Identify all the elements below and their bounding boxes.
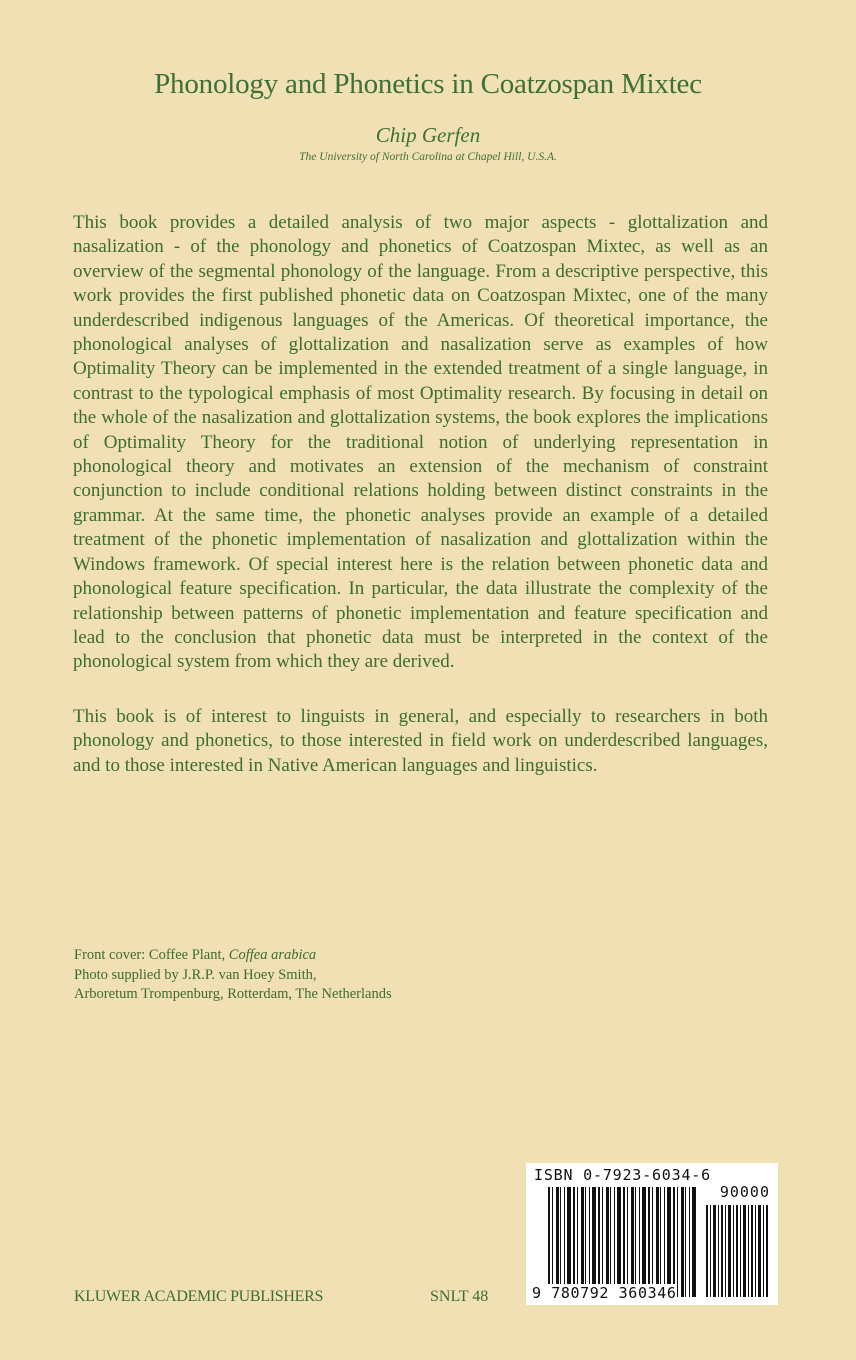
barcode-addon-bars-icon [706,1205,770,1297]
series-number: SNLT 48 [430,1288,489,1305]
ean-number: 9 780792 360346 [532,1284,677,1302]
cover-credits [74,946,392,1005]
isbn-barcode [526,1163,778,1305]
cover-credit-prefix: Front cover: Coffee Plant, [74,947,229,963]
book-title: Phonology and Phonetics in Coatzospan Mixtec [154,68,702,100]
cover-credit-line [74,946,392,966]
author-affiliation: The University of North Carolina at Chapel Hill, U.S.A. [299,151,557,163]
barcode-bars-icon [548,1187,698,1297]
publisher-name: KLUWER ACADEMIC PUBLISHERS [74,1288,324,1305]
barcode-addon-number: 90000 [719,1183,770,1201]
photo-location-line: Arboretum Trompenburg, Rotterdam, The Netherlands [74,986,392,1002]
cover-species: Coffea arabica [228,947,317,963]
isbn-label: ISBN 0-7923-6034-6 [534,1166,711,1184]
description-paragraph: This book provides a detailed analysis of two major aspects - glottalization and nasalization - of the phonology and phonetics of Coatzospan Mixtec, as well as an overview of the segmental phonology of the language. From a descriptive perspective, this work provides the first published phonetic data on Coatzospan Mixtec, one of the many underdescribed indigenous languages of the Americas. Of theoretical importance, the phonological analyses of glottalization and nasalization serve as examples of how Optimality Theory can be implemented in the extended treatment of a single language, in contrast to the typological emphasis of most Optimality research. By focusing in detail on the whole of the nasalization and glottalization systems, the book explores the implications of Optimality Theory for the traditional notion of underlying representation in phonological theory and motivates an extension of the mechanism of constraint conjunction to include conditional relations holding between distinct constraints in the grammar. At the same time, the phonetic analyses provide an example of a detailed treatment of the phonetic implementation of nasalization and glottalization within the Windows framework. Of special interest here is the relation between phonetic data and phonological feature specification. In particular, the data illustrate the complexity of the relationship between patterns of phonetic implementation and feature specification and lead to the conclusion that phonetic data must be interpreted in the context of the phonological system from which they are derived. [73,212,768,673]
photo-credit-line: Photo supplied by J.R.P. van Hoey Smith, [74,966,317,983]
author-name: Chip Gerfen [375,123,481,147]
audience-paragraph: This book is of interest to linguists in general, and especially to researchers in both phonology and phonetics, to those interested in field work on underdescribed languages, and to those interested in Native American languages and linguistics. [73,706,768,776]
